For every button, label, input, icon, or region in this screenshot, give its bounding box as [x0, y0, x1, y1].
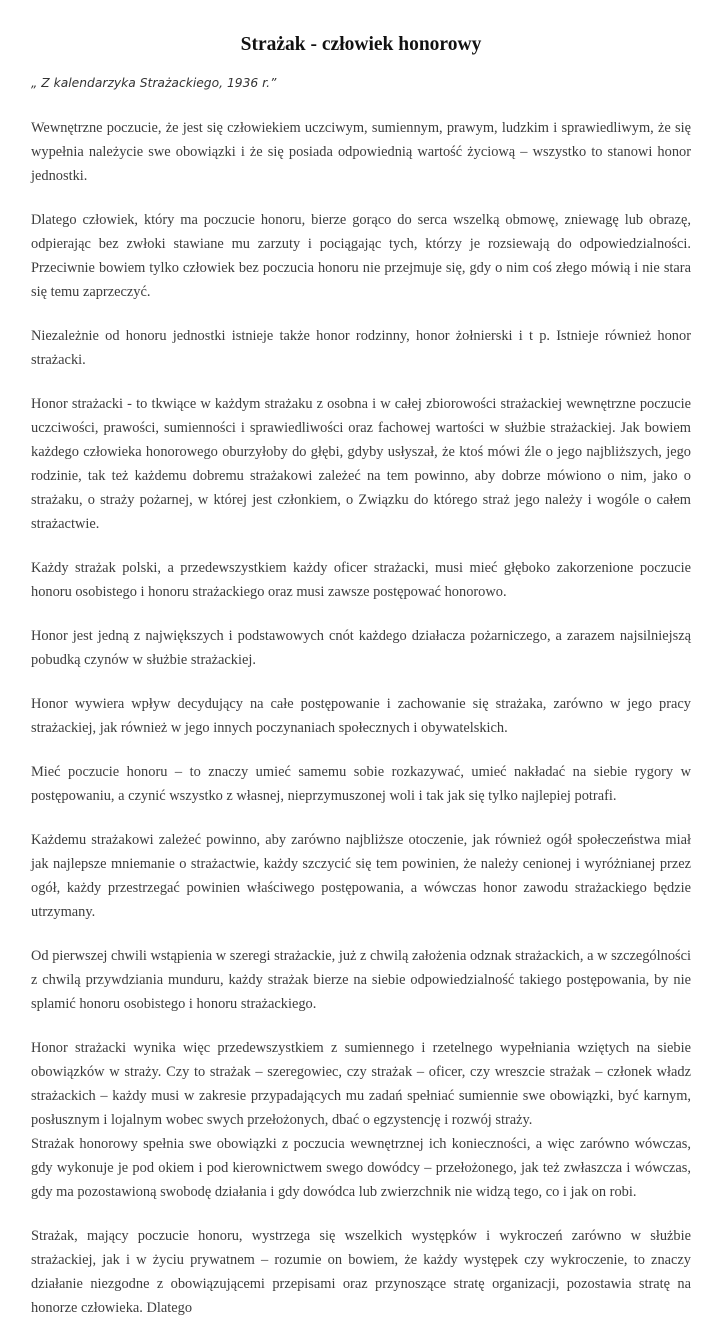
paragraph-13: Strażak, mający poczucie honoru, wystrzega się wszelkich występków i wykroczeń zarówno w służbie strażackiej, jak i w życiu prywatnem – rozumie on bowiem, że każdy występek czy wykroczenie, to znaczy działanie niezgodne z obowiązującemi przepisami oraz przynoszące stratę organizacji, pozostawia stratę na honorze człowieka. Dlatego: [31, 1228, 691, 1316]
document-page: [31, 0, 691, 1320]
document-title: Strażak - człowiek honorowy: [240, 34, 482, 55]
paragraph-7: Honor wywiera wpływ decydujący na całe postępowanie i zachowanie się strażaka, zarówno w jego pracy strażackiej, jak również w jego innych poczynaniach społecznych i obywatelskich.: [31, 696, 691, 736]
paragraph-4: Honor strażacki - to tkwiące w każdym strażaku z osobna i w całej zbiorowości strażackiej wewnętrzne poczucie uczciwości, prawości, sumienności i sprawiedliwości oraz fachowej wartości w służbie strażackiej. Jak bowiem każdego człowieka honorowego oburzyłoby do głębi, gdyby usłyszał, że ktoś mówi źle o jego najbliższych, jego rodzinie, tak też każdemu dobremu strażakowi zależeć na tem powinno, aby dobrze mówiono o nim, jako o strażaku, o straży pożarnej, w której jest członkiem, o Związku do którego straż jego należy i wogóle o całem strażactwie.: [31, 396, 691, 532]
paragraph-8: Mieć poczucie honoru – to znaczy umieć samemu sobie rozkazywać, umieć nakładać na siebie rygory w postępowaniu, a czynić wszystko z własnej, nieprzymuszonej woli i tak jak się tylko najlepiej potrafi.: [31, 764, 691, 804]
paragraph-6: Honor jest jedną z największych i podstawowych cnót każdego działacza pożarniczego, a zarazem najsilniejszą pobudką czynów w służbie strażackiej.: [31, 628, 691, 668]
paragraph-10: Od pierwszej chwili wstąpienia w szeregi strażackie, już z chwilą założenia odznak strażackich, a w szczególności z chwilą przywdziania munduru, każdy strażak bierze na siebie odpowiedzialność takiego postępowania, by nie splamić honoru osobistego i honoru strażackiego.: [31, 948, 691, 1012]
paragraph-12: Strażak honorowy spełnia swe obowiązki z poczucia wewnętrznej ich konieczności, a więc zarówno wówczas, gdy wykonuje je pod okiem i pod kierownictwem swego dowódcy – przełożonego, jak też zwłaszcza i wówczas, gdy ma pozostawioną swobodę działania i gdy dowódca lub zwierzchnik nie widzą tego, co i jak on robi.: [31, 1136, 691, 1200]
paragraph-5: Każdy strażak polski, a przedewszystkiem każdy oficer strażacki, musi mieć głęboko zakorzenione poczucie honoru osobistego i honoru strażackiego oraz musi zawsze postępować honorowo.: [31, 560, 691, 600]
paragraph-2: Dlatego człowiek, który ma poczucie honoru, bierze gorąco do serca wszelką obmowę, zniewagę lub obrazę, odpierając bez zwłoki stawiane mu zarzuty i pociągając tych, którzy je rozsiewają do odpowiedzialności. Przeciwnie bowiem tylko człowiek bez poczucia honoru nie przejmuje się, gdy o nim coś złego mówią i nie stara się temu zaprzeczyć.: [31, 212, 691, 300]
paragraph-3: Niezależnie od honoru jednostki istnieje także honor rodzinny, honor żołnierski i t p. Istnieje również honor strażacki.: [31, 328, 691, 368]
paragraph-11: Honor strażacki wynika więc przedewszystkiem z sumiennego i rzetelnego wypełniania wziętych na siebie obowiązków w straży. Czy to strażak – szeregowiec, czy strażak – oficer, czy wreszcie strażak – członek władz strażackich – każdy musi w zakresie przypadających mu zadań spełniać sumiennie swe obowiązki, być karnym, posłusznym i lojalnym wobec swych przełożonych, dbać o egzystencję i rozwój straży.: [31, 1040, 691, 1128]
paragraph-1: Wewnętrzne poczucie, że jest się człowiekiem uczciwym, sumiennym, prawym, ludzkim i sprawiedliwym, że się wypełnia należycie swe obowiązki i że się posiada odpowiednią wartość życiową – wszystko to stanowi honor jednostki.: [31, 120, 691, 184]
document-subtitle: „ Z kalendarzyka Strażackiego, 1936 r.”: [31, 76, 277, 90]
paragraph-9: Każdemu strażakowi zależeć powinno, aby zarówno najbliższe otoczenie, jak również ogół społeczeństwa miał jak najlepsze mniemanie o strażactwie, każdy szczycić się tem powinien, że należy cenionej i wyróżnianej przez ogół, każdy przestrzegać powinien właściwego postępowania, a wówczas honor zawodu strażackiego będzie utrzymany.: [31, 832, 691, 920]
